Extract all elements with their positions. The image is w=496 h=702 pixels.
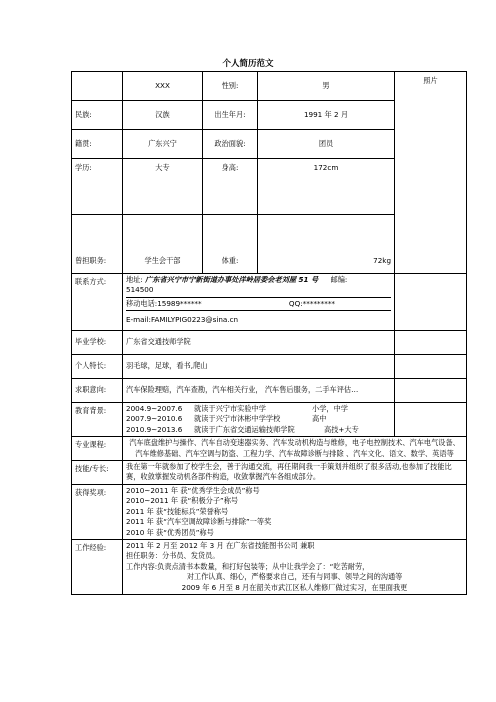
work-line: 担任职务：分书员、发货员。: [126, 551, 220, 561]
resume-table: [71, 71, 466, 595]
politics-value: 团员: [258, 130, 395, 159]
name-value: XXX: [123, 72, 203, 101]
skills-label: 技能/专长:: [72, 460, 123, 484]
email-line: [126, 311, 391, 329]
qq-value: *********: [302, 298, 336, 308]
objective-empty-cell: [395, 378, 467, 402]
awards-label: 获得奖项:: [72, 484, 123, 539]
postcode-label: 邮编:: [330, 275, 348, 284]
birth-value: 1991 年 2 月: [258, 101, 395, 130]
qq-label: QQ:: [288, 298, 303, 308]
position-value: 学生会干部: [123, 215, 203, 274]
education-value: 大专: [123, 159, 203, 215]
hobby-label: 个人特长:: [72, 354, 123, 378]
photo-box: 照片: [395, 72, 467, 274]
school-empty-cell: [395, 330, 467, 354]
phone-value: 15989******: [157, 298, 202, 308]
height-label: 身高:: [203, 159, 258, 215]
origin-value: 广东兴宁: [123, 130, 203, 159]
education-line: 2010.9~2013.6 就读于广东省交通运输技师学院 高技+大专: [126, 424, 359, 434]
skills-value: 我在第一年就参加了校学生会，善于沟通交流，再任期间我一手策划并组织了很多活动,也参加了技能比赛，收敛掌握发动机各部件构造，收敛掌握汽车各组成部分。: [123, 460, 467, 484]
weight-value: 72kg: [258, 215, 395, 274]
education-bg-empty-cell: [395, 402, 467, 436]
award-item: 2010 年 获“优秀团员”称号: [126, 527, 214, 537]
address-value: 广东省兴宁市宁新街道办事处洋岭居委会老刘屋 51 号: [145, 275, 319, 284]
award-item: 2011 年 获“汽车空调故障诊断与排除”一等奖: [126, 517, 272, 527]
work-list: [123, 540, 467, 595]
work-line: 工作内容:负责点清书本数量，和打好包装等；从中让我学会了：“吃苦耐劳，: [126, 561, 370, 571]
gender-value: 男: [258, 72, 395, 101]
award-item: 2010~2011 年 获“优秀学生会成员”称号: [126, 485, 260, 495]
work-line: 对工作认真、细心，严格要求自己，还有与同事、领导之间的沟通等: [186, 572, 403, 582]
education-line: 2004.9~2007.6 就读于兴宁市实验中学 小学，中学: [126, 403, 348, 413]
phone-line: [126, 298, 391, 311]
politics-label: 政治面貌:: [203, 130, 258, 159]
weight-label: 体重:: [203, 215, 258, 274]
address-prefix: 地址:: [126, 275, 143, 284]
awards-list: [123, 484, 467, 539]
ethnicity-value: 汉族: [123, 101, 203, 130]
origin-label: 籍贯:: [72, 130, 123, 159]
hobby-value: 羽毛球，足球，看书,爬山: [123, 354, 395, 378]
award-item: 2010~2011 年 获“积极分子”称号: [126, 496, 239, 506]
education-bg-label: 教育背景:: [72, 402, 123, 436]
education-line: 2007.9~2010.6 就读于兴宁市沐彬中学学校 高中: [126, 414, 327, 424]
objective-label: 求职意向:: [72, 378, 123, 402]
contact-empty-cell: [395, 274, 467, 331]
award-item: 2011 年 获“技能标兵”荣誉称号: [126, 506, 229, 516]
work-line: 2009 年 6 月至 8 月在韶关市武江区私人维修厂做过实习，在里面我更: [181, 582, 408, 592]
email-value: FAMILYPIG0223@sina.cn: [150, 315, 239, 325]
gender-label: 性别:: [203, 72, 258, 101]
work-line: 2011 年 2 月至 2012 年 3 月 在广东省技能图书公司 兼职: [126, 541, 315, 550]
email-label: E-mail:: [126, 315, 151, 325]
education-label: 学历:: [72, 159, 123, 215]
work-label: 工作经验:: [72, 540, 123, 595]
contact-label: 联系方式:: [72, 274, 123, 331]
courses-value: 汽车底盘维护与操作、汽车自动变速器实务、汽车发动机构造与维修，电子电控制技术、汽车电气设备、汽车维修基础、汽车空调与防盗、工程力学、汽车故障诊断与排除 、汽车文化、语文、数学、英语等: [123, 437, 467, 461]
school-label: 毕业学校:: [72, 330, 123, 354]
postcode-value: 514500: [126, 285, 154, 295]
contact-details: [123, 274, 395, 331]
name-label-cell: [72, 72, 123, 101]
phone-label: 移动电话:: [126, 298, 158, 308]
ethnicity-label: 民族:: [72, 101, 123, 130]
position-label: 曾担职务:: [72, 215, 123, 274]
courses-label: 专业课程:: [72, 437, 123, 461]
objective-value: 汽车保险理赔，汽车查勘，汽车相关行业， 汽车售后服务，二手车评估…: [123, 378, 395, 402]
birth-label: 出生年月:: [203, 101, 258, 130]
hobby-empty-cell: [395, 354, 467, 378]
education-bg-list: [123, 402, 395, 436]
address-line: [126, 274, 391, 298]
school-value: 广东省交通技师学院: [123, 330, 395, 354]
height-value: 172cm: [258, 159, 395, 215]
page-title: 个人简历范文: [222, 59, 274, 69]
